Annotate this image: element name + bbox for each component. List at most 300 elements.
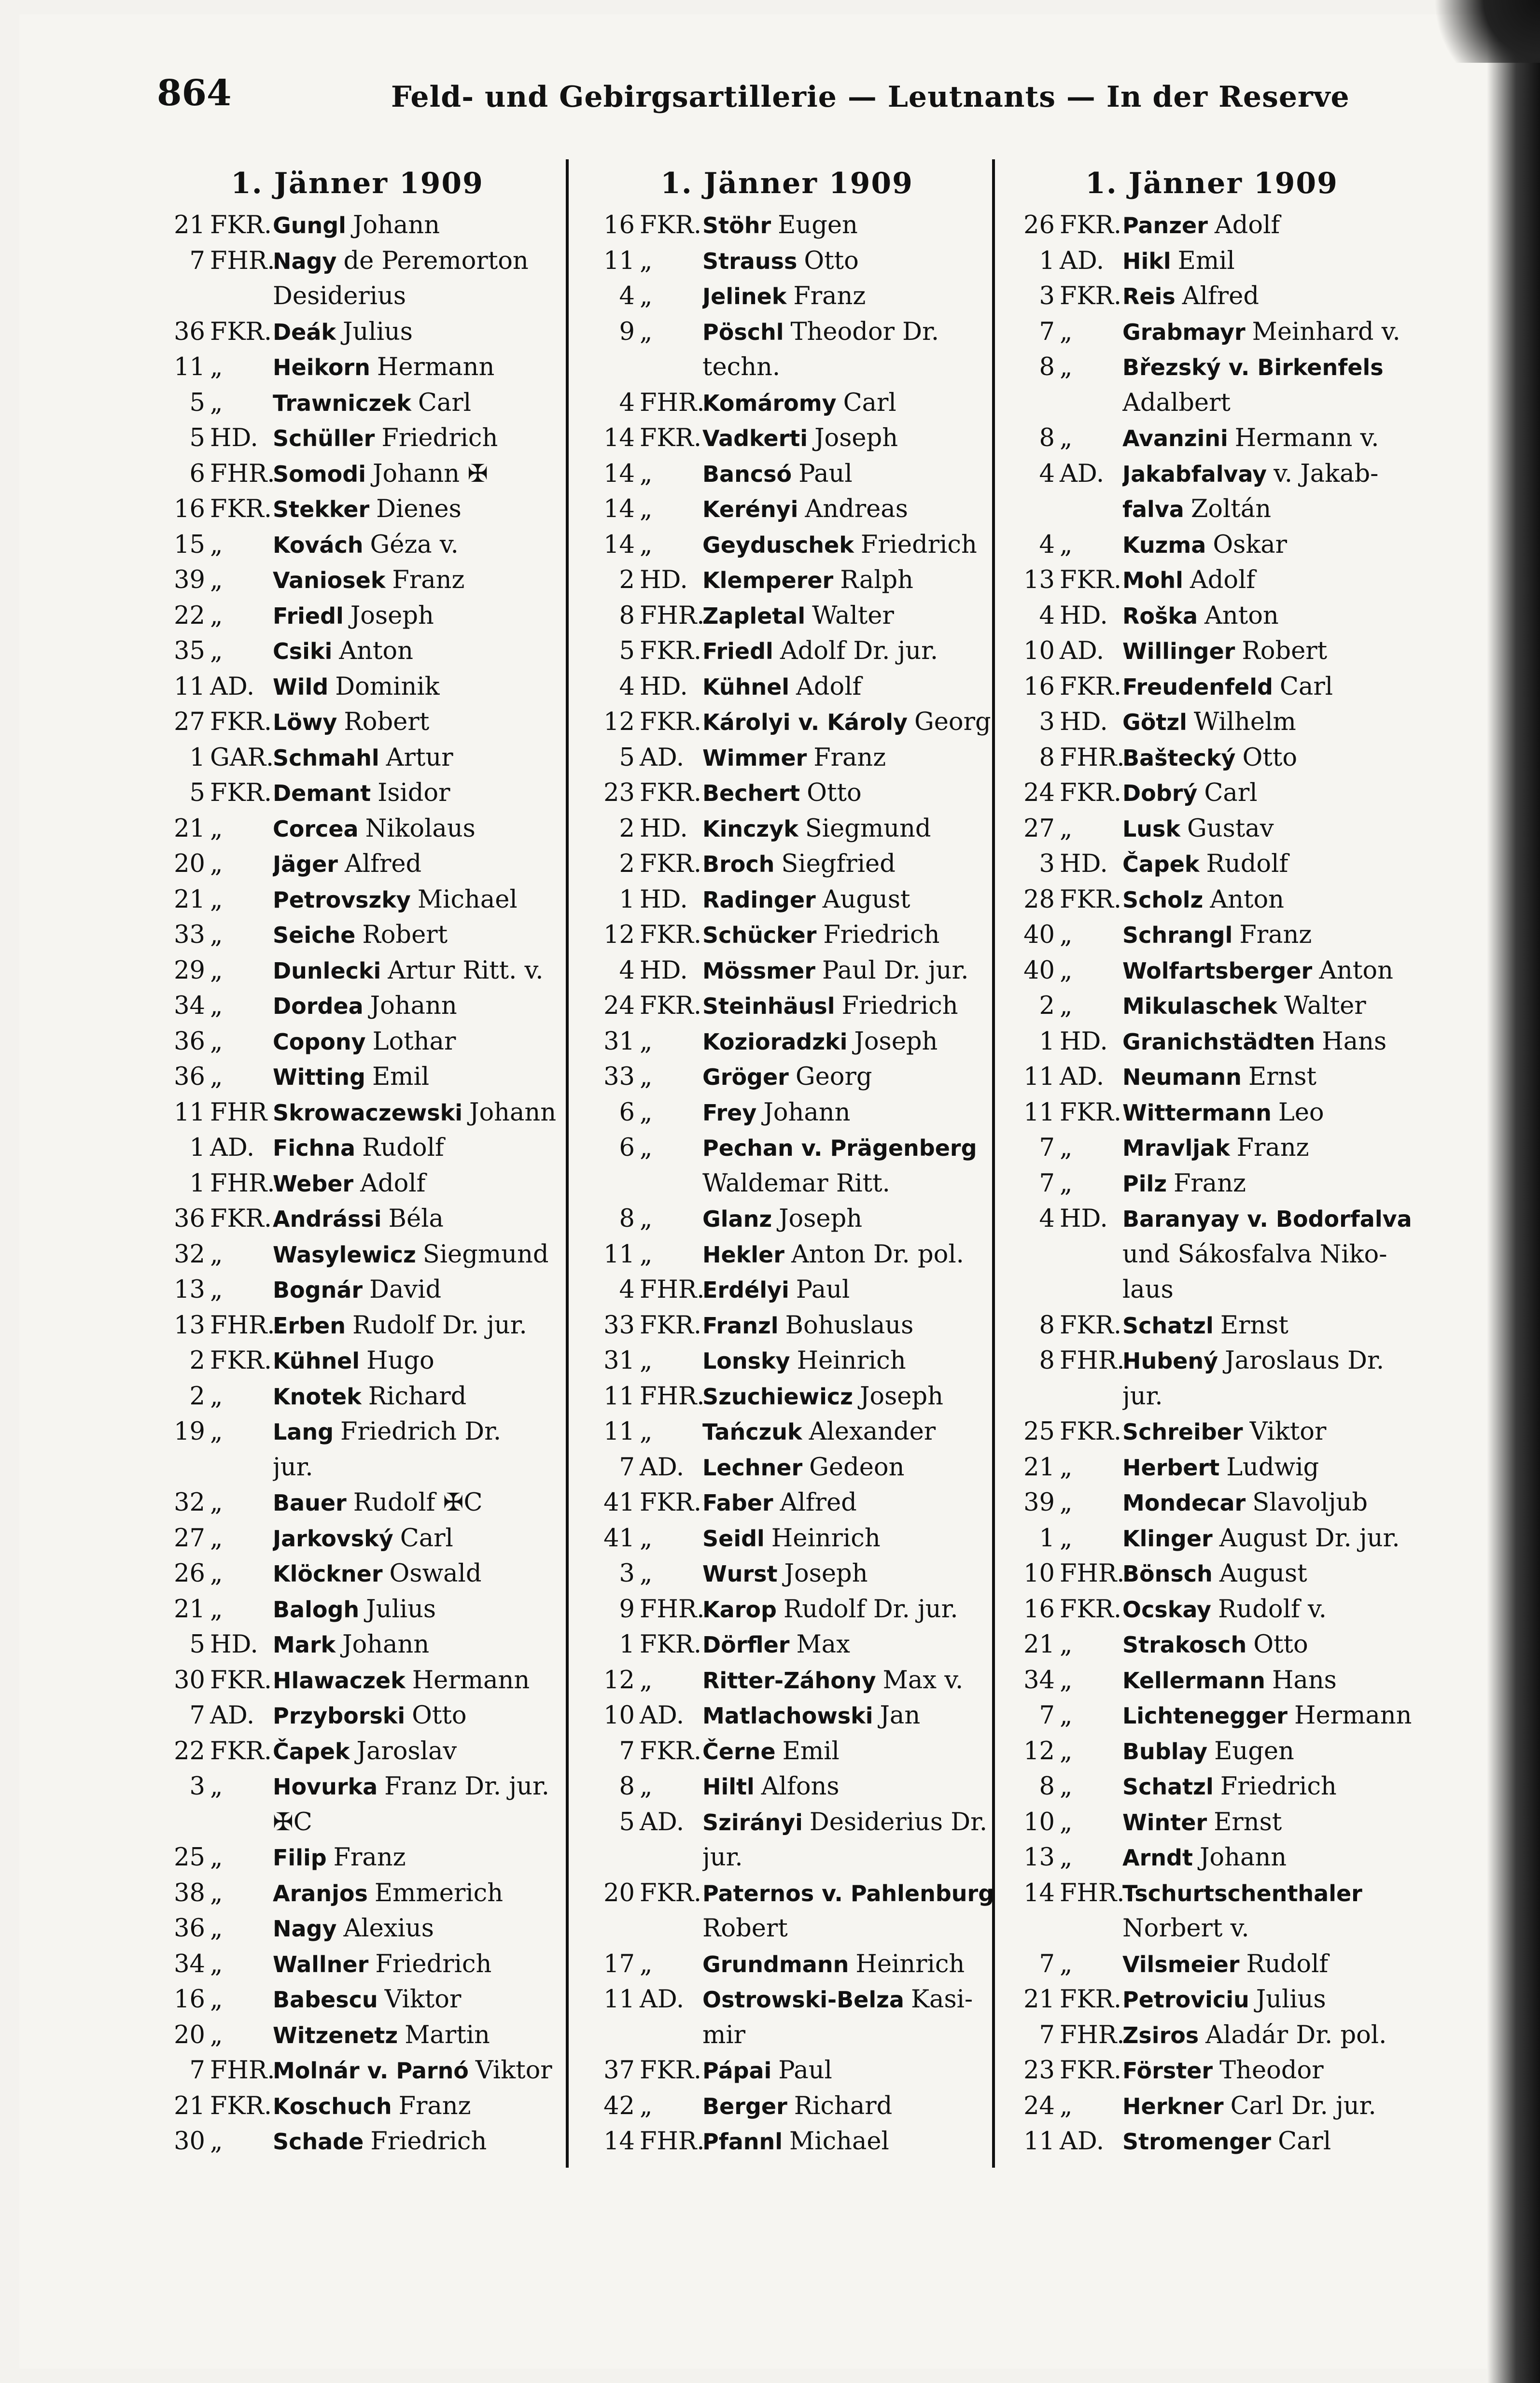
given-name: Isidor — [378, 779, 450, 807]
list-item — [150, 1308, 565, 1344]
officer-name — [273, 1024, 565, 1060]
surname: Kerényi — [702, 496, 798, 522]
list-item — [579, 491, 994, 527]
unit-abbrev: „ — [210, 1524, 223, 1553]
regiment-number: 5 — [619, 743, 635, 772]
list-item — [150, 2053, 565, 2089]
given-name: Aladár Dr. pol. — [1205, 2020, 1387, 2049]
regiment-number: 8 — [619, 601, 635, 630]
list-item — [579, 775, 994, 811]
unit-abbrev: „ — [1060, 1453, 1073, 1482]
regiment-number: 11 — [174, 353, 205, 381]
officer-name — [1122, 2018, 1424, 2053]
unit-abbrev — [1060, 1379, 1122, 1415]
list-item — [579, 1201, 994, 1237]
surname: Wimmer — [702, 744, 807, 771]
unit-abbrev: FKR. — [640, 424, 702, 452]
surname: Erdélyi — [702, 1277, 789, 1303]
list-item — [150, 1876, 565, 1911]
given-name: Joseph — [814, 424, 898, 452]
officer-name — [702, 1982, 994, 2018]
officer-name — [273, 421, 565, 456]
unit-abbrev: FHR. — [1060, 1346, 1125, 1375]
list-item — [999, 1840, 1424, 1876]
officer-name — [273, 669, 565, 705]
regiment-number: 39 — [1023, 1488, 1055, 1517]
list-item — [150, 2124, 565, 2159]
given-name: jur. — [273, 1453, 313, 1482]
given-name: Joseph — [854, 1027, 938, 1056]
given-name: Johann — [469, 1098, 557, 1127]
list-item — [579, 1627, 994, 1663]
given-name: Theodor Dr. — [790, 317, 939, 346]
given-name: Dominik — [335, 672, 440, 701]
officer-name — [702, 421, 994, 456]
regiment-number — [999, 385, 1060, 421]
officer-name — [273, 846, 565, 882]
officer-name — [702, 1095, 994, 1131]
officer-name — [273, 740, 565, 776]
regiment-number — [150, 1805, 210, 1840]
unit-abbrev: FKR. — [1060, 1417, 1122, 1446]
unit-abbrev: AD. — [210, 1701, 255, 1730]
regiment-number: 21 — [174, 814, 205, 843]
surname: Schatzl — [1122, 1312, 1214, 1339]
list-item — [579, 1343, 994, 1379]
surname: Mondecar — [1122, 1490, 1246, 1516]
regiment-number: 36 — [174, 1205, 205, 1233]
officer-name — [1122, 1308, 1424, 1344]
officer-name — [273, 917, 565, 953]
unit-abbrev: HD. — [640, 566, 688, 594]
officer-name — [273, 208, 565, 243]
officer-name — [702, 846, 994, 882]
unit-abbrev: FKR. — [1060, 779, 1122, 807]
given-name: de Peremorton — [343, 246, 529, 275]
list-item — [579, 1556, 994, 1592]
given-name: Otto — [412, 1701, 467, 1730]
officer-name — [702, 1485, 994, 1521]
surname: Balogh — [273, 1596, 360, 1623]
list-item — [579, 1379, 994, 1415]
regiment-number: 2 — [619, 814, 635, 843]
unit-abbrev: FKR. — [640, 779, 702, 807]
officer-name — [1122, 669, 1424, 705]
unit-abbrev: „ — [640, 1027, 653, 1056]
officer-name — [273, 1237, 565, 1273]
given-name: Paul — [798, 459, 853, 488]
list-item — [579, 1059, 994, 1095]
unit-abbrev — [640, 350, 702, 385]
given-name: Eugen — [778, 211, 858, 239]
unit-abbrev: „ — [1060, 424, 1073, 452]
regiment-number: 2 — [619, 850, 635, 878]
regiment-number: 36 — [174, 1063, 205, 1091]
given-name: August — [1219, 1559, 1307, 1588]
officer-name — [273, 456, 565, 492]
unit-abbrev — [1060, 1911, 1122, 1947]
surname: Tańczuk — [702, 1419, 802, 1445]
surname: Jarkovský — [273, 1525, 393, 1552]
list-item — [150, 314, 565, 350]
list-item — [999, 1947, 1424, 1982]
unit-abbrev: FKR. — [640, 1737, 702, 1766]
officer-name — [1122, 811, 1424, 847]
officer-name — [1122, 1059, 1424, 1095]
surname: Kühnel — [702, 673, 790, 700]
unit-abbrev — [640, 2018, 702, 2053]
unit-abbrev: HD. — [640, 956, 688, 985]
list-item — [999, 1343, 1424, 1379]
surname: Wolfartsberger — [1122, 957, 1313, 984]
surname: Friedl — [702, 638, 773, 664]
unit-abbrev — [640, 1166, 702, 1202]
surname: Demant — [273, 780, 371, 806]
list-item — [999, 1627, 1424, 1663]
unit-abbrev: „ — [210, 1417, 223, 1446]
given-name: Johann — [1199, 1843, 1287, 1872]
list-item — [999, 953, 1424, 989]
list-item — [579, 385, 994, 421]
surname: Wild — [273, 673, 329, 700]
unit-abbrev: „ — [210, 885, 223, 914]
officer-name — [273, 2053, 565, 2089]
officer-name — [1122, 1592, 1424, 1627]
unit-abbrev: FHR. — [640, 1276, 705, 1304]
list-item — [999, 1414, 1424, 1450]
given-name: Franz — [1239, 921, 1312, 949]
list-item — [999, 1166, 1424, 1202]
officer-name — [1122, 1130, 1424, 1166]
list-item — [150, 1237, 565, 1273]
list-item — [579, 1911, 994, 1947]
unit-abbrev: FHR. — [1060, 1878, 1125, 1907]
officer-name — [273, 1414, 565, 1450]
regiment-number: 8 — [1039, 1772, 1055, 1801]
given-name: Friedrich — [823, 921, 940, 949]
surname: Deák — [273, 319, 336, 345]
regiment-number: 22 — [174, 1737, 205, 1766]
unit-abbrev: AD. — [1060, 1063, 1105, 1091]
regiment-number: 14 — [603, 495, 635, 523]
given-name: Béla — [388, 1205, 444, 1233]
surname: Geyduschek — [702, 532, 854, 558]
regiment-number: 3 — [189, 1772, 205, 1801]
given-name: Heinrich — [855, 1949, 965, 1978]
regiment-number: 20 — [174, 2020, 205, 2049]
officer-name — [1122, 1734, 1424, 1769]
surname: Vadkerti — [702, 425, 808, 451]
running-head — [0, 68, 1540, 121]
unit-abbrev: FKR. — [1060, 1311, 1122, 1340]
unit-abbrev: AD. — [640, 1808, 685, 1836]
unit-abbrev — [210, 1805, 273, 1840]
surname: Hubený — [1122, 1348, 1218, 1374]
given-name: Hugo — [366, 1346, 434, 1375]
corner-shadow — [1414, 0, 1540, 63]
unit-abbrev: FHR. — [640, 1382, 705, 1411]
given-name: Lothar — [372, 1027, 456, 1056]
regiment-number: 3 — [619, 1559, 635, 1588]
surname: Andrássi — [273, 1206, 382, 1232]
officer-name — [1122, 1627, 1424, 1663]
surname: Bublay — [1122, 1738, 1208, 1765]
regiment-number: 14 — [603, 530, 635, 559]
officer-name — [1122, 1024, 1424, 1060]
given-name: laus — [1122, 1276, 1174, 1304]
unit-abbrev: „ — [210, 1985, 223, 2014]
officer-name — [1122, 2124, 1424, 2159]
unit-abbrev: „ — [210, 814, 223, 843]
given-name: Hermann — [412, 1666, 530, 1695]
given-name: Robert — [344, 708, 430, 736]
surname: Schreiber — [1122, 1419, 1243, 1445]
officer-name — [1122, 385, 1424, 421]
surname: Čapek — [273, 1738, 350, 1765]
list-item — [999, 1095, 1424, 1131]
surname: Berger — [702, 2093, 787, 2119]
unit-abbrev: „ — [1060, 1630, 1073, 1659]
list-item — [999, 1769, 1424, 1805]
regiment-number: 2 — [189, 1346, 205, 1375]
unit-abbrev: FKR. — [1060, 282, 1122, 310]
unit-abbrev: „ — [1060, 317, 1073, 346]
officer-name — [1122, 633, 1424, 669]
list-item — [150, 1769, 565, 1805]
unit-abbrev: HD. — [1060, 1205, 1108, 1233]
list-item — [150, 953, 565, 989]
given-name: Franz — [1174, 1169, 1246, 1198]
list-item — [579, 704, 994, 740]
list-item — [999, 811, 1424, 847]
given-name: Paul — [778, 2056, 832, 2085]
list-item — [999, 1663, 1424, 1698]
surname: Szirányi — [702, 1809, 803, 1836]
given-name: Joseph — [784, 1559, 868, 1588]
list-item — [999, 882, 1424, 918]
surname: Förster — [1122, 2058, 1213, 2084]
surname: Károlyi v. Károly — [702, 709, 908, 735]
regiment-number: 31 — [603, 1027, 635, 1056]
unit-abbrev: FKR. — [210, 1346, 272, 1375]
list-item — [999, 385, 1424, 421]
regiment-number: 14 — [1023, 1878, 1055, 1907]
surname: Klemperer — [702, 567, 834, 593]
officer-name — [273, 1130, 565, 1166]
given-name: Adolf Dr. jur. — [780, 637, 938, 665]
surname: Schatzl — [1122, 1774, 1214, 1800]
surname: Kühnel — [273, 1348, 360, 1374]
regiment-number: 11 — [1023, 1098, 1055, 1127]
list-item — [999, 704, 1424, 740]
surname: Mohl — [1122, 567, 1183, 593]
unit-abbrev: „ — [1060, 1772, 1073, 1801]
officer-name — [1122, 491, 1424, 527]
unit-abbrev: „ — [210, 388, 223, 417]
list-item — [150, 1059, 565, 1095]
regiment-number: 34 — [174, 1949, 205, 1978]
unit-abbrev: „ — [1060, 1701, 1073, 1730]
regiment-number: 4 — [1039, 530, 1055, 559]
column-1 — [150, 159, 565, 2159]
given-name: Ernst — [1248, 1063, 1317, 1091]
surname: Dordea — [273, 993, 364, 1019]
given-name: Joseph — [350, 601, 434, 630]
unit-abbrev: AD. — [640, 1453, 685, 1482]
officer-name — [273, 811, 565, 847]
officer-name — [1122, 1379, 1424, 1415]
unit-abbrev: FHR. — [1060, 1559, 1125, 1588]
regiment-number: 9 — [619, 1595, 635, 1624]
unit-abbrev: FHR. — [640, 388, 705, 417]
given-name: Alexius — [343, 1914, 434, 1943]
unit-abbrev: „ — [210, 566, 223, 594]
regiment-number: 8 — [619, 1205, 635, 1233]
given-name: Desiderius Dr. — [809, 1808, 988, 1836]
officer-name — [273, 1379, 565, 1415]
unit-abbrev: „ — [210, 637, 223, 665]
surname: Grundmann — [702, 1951, 849, 1977]
surname: Pfannl — [702, 2129, 783, 2155]
surname: Götzl — [1122, 709, 1187, 735]
unit-abbrev: „ — [640, 1949, 653, 1978]
regiment-number: 7 — [1039, 2020, 1055, 2049]
officer-name — [702, 527, 994, 563]
unit-abbrev: „ — [210, 1772, 223, 1801]
officer-name — [702, 988, 994, 1024]
officer-name — [1122, 953, 1424, 989]
surname: Schmahl — [273, 744, 379, 771]
unit-abbrev: „ — [210, 530, 223, 559]
surname: Koschuch — [273, 2093, 392, 2119]
unit-abbrev: „ — [210, 353, 223, 381]
officer-name — [1122, 1450, 1424, 1486]
unit-abbrev: GAR. — [210, 743, 274, 772]
surname: Avanzini — [1122, 425, 1228, 451]
regiment-number: 41 — [603, 1488, 635, 1517]
given-name: Friedrich — [381, 424, 498, 452]
surname: Pilz — [1122, 1170, 1167, 1197]
officer-name — [273, 1911, 565, 1947]
officer-name — [273, 1592, 565, 1627]
given-name: Ernst — [1214, 1808, 1282, 1836]
surname: Broch — [702, 851, 775, 877]
surname: Herbert — [1122, 1454, 1220, 1481]
list-item — [579, 917, 994, 953]
unit-abbrev — [1060, 385, 1122, 421]
surname: Kovách — [273, 532, 364, 558]
unit-abbrev: „ — [210, 1240, 223, 1269]
regiment-number: 14 — [603, 459, 635, 488]
officer-name — [702, 598, 994, 634]
unit-abbrev — [640, 1840, 702, 1876]
surname: Bancsó — [702, 461, 792, 487]
given-name: Walter — [812, 601, 894, 630]
regiment-number: 10 — [1023, 1559, 1055, 1588]
given-name: Hans — [1272, 1666, 1337, 1695]
surname: Nagy — [273, 1916, 337, 1942]
given-name: Otto — [804, 246, 859, 275]
regiment-number: 33 — [603, 1311, 635, 1340]
given-name: Robert — [1242, 637, 1328, 665]
given-name: Eugen — [1214, 1737, 1294, 1766]
regiment-number: 5 — [189, 388, 205, 417]
unit-abbrev: „ — [640, 1063, 653, 1091]
surname: Schüller — [273, 425, 375, 451]
unit-abbrev: FKR. — [640, 921, 702, 949]
list-item — [150, 1947, 565, 1982]
given-name: Johann — [370, 992, 457, 1020]
unit-abbrev: FKR. — [640, 992, 702, 1020]
list-item — [999, 456, 1424, 492]
surname: Bognár — [273, 1277, 363, 1303]
given-name: Max — [796, 1630, 850, 1659]
given-name: Gustav — [1187, 814, 1274, 843]
given-name: Jaroslav — [356, 1737, 457, 1766]
regiment-number: 16 — [1023, 1595, 1055, 1624]
regiment-number: 1 — [189, 1169, 205, 1198]
list-item — [579, 456, 994, 492]
regiment-number: 33 — [174, 921, 205, 949]
column-3 — [999, 159, 1424, 2159]
regiment-number: 8 — [1039, 1346, 1055, 1375]
regiment-number: 1 — [1039, 246, 1055, 275]
given-name: Viktor — [384, 1985, 462, 2014]
surname: Strauss — [702, 248, 798, 274]
list-item — [579, 1237, 994, 1273]
unit-abbrev: FHR. — [640, 1595, 705, 1624]
officer-name — [273, 1698, 565, 1734]
unit-abbrev: „ — [210, 850, 223, 878]
list-item — [999, 350, 1424, 385]
given-name: Adalbert — [1122, 388, 1231, 417]
officer-name — [1122, 1556, 1424, 1592]
officer-name — [1122, 1911, 1424, 1947]
given-name: Artur Ritt. v. — [388, 956, 544, 985]
regiment-number: 40 — [1023, 956, 1055, 985]
officer-name — [1122, 1876, 1424, 1911]
given-name: Adolf — [1214, 211, 1280, 239]
officer-name — [273, 1982, 565, 2018]
given-name: Alfred — [344, 850, 422, 878]
surname: Klöckner — [273, 1561, 383, 1587]
regiment-number: 5 — [619, 1808, 635, 1836]
regiment-number — [999, 491, 1060, 527]
surname: Hekler — [702, 1241, 784, 1268]
list-item — [579, 1521, 994, 1556]
given-name: Emil — [372, 1063, 430, 1091]
surname: Csiki — [273, 638, 333, 664]
given-name: Rudolf — [1206, 850, 1288, 878]
given-name: Friedrich — [860, 530, 977, 559]
surname: Lang — [273, 1419, 334, 1445]
regiment-number: 20 — [174, 850, 205, 878]
given-name: Siegfried — [781, 850, 896, 878]
unit-abbrev: FKR. — [640, 1630, 702, 1659]
officer-name — [702, 1414, 994, 1450]
given-name: Carl Dr. jur. — [1230, 2091, 1376, 2120]
unit-abbrev: FKR. — [1060, 1985, 1122, 2014]
list-item — [999, 1592, 1424, 1627]
unit-abbrev: FKR. — [640, 1311, 702, 1340]
regiment-number: 1 — [619, 1630, 635, 1659]
regiment-number: 10 — [1023, 637, 1055, 665]
regiment-number: 36 — [174, 1914, 205, 1943]
surname: Hiltl — [702, 1774, 755, 1800]
unit-abbrev — [210, 279, 273, 314]
unit-abbrev: FKR. — [210, 1737, 272, 1766]
list-item — [150, 1166, 565, 1202]
